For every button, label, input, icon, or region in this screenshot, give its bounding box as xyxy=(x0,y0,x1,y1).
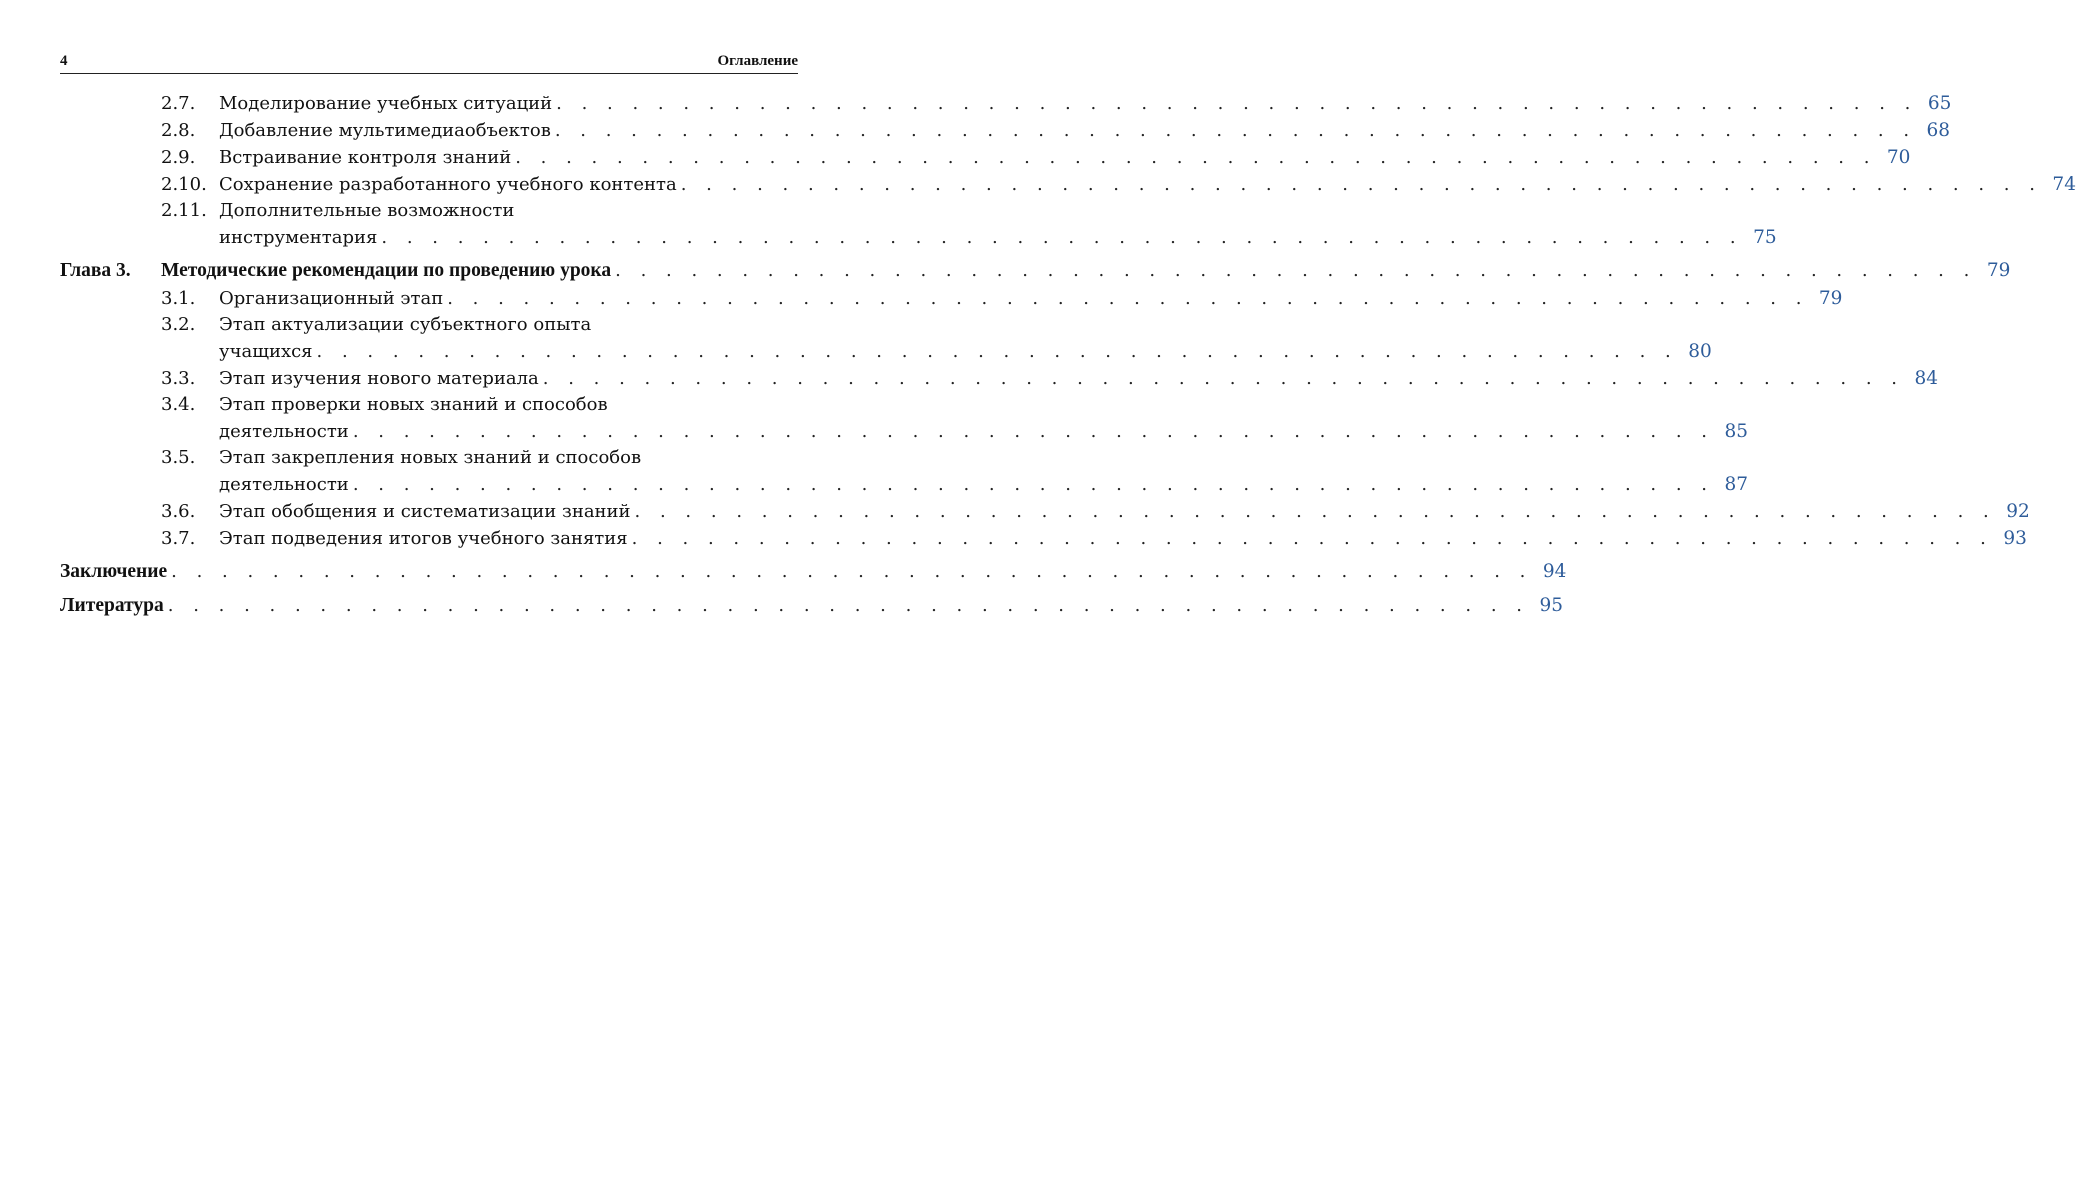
toc-entry-3-2-line2[interactable] xyxy=(60,338,1712,365)
section-title: Дополнительные возможности xyxy=(219,200,515,221)
toc-entry-2-8[interactable] xyxy=(60,117,1951,144)
section-title-continued: деятельности xyxy=(219,471,353,498)
toc-entry-3-4-line1[interactable] xyxy=(60,392,798,418)
section-number: 2.11. xyxy=(161,200,207,221)
toc-entry-3-7[interactable] xyxy=(60,525,2027,552)
page-link[interactable]: 95 xyxy=(1539,595,1563,616)
page-link[interactable]: 87 xyxy=(1724,474,1749,495)
toc-entry-3-5-line2[interactable] xyxy=(60,471,1749,498)
leader-dots: . . . . . . . . . . . . . . . . . . . . . . . . . . . . . . . . . . . . . . . . . . . . . . . . . . . . . . xyxy=(680,174,2042,195)
leader-dots: . . . . . . . . . . . . . . . . . . . . . . . . . . . . . . . . . . . . . . . . . . . . . . . . . . . . . . xyxy=(316,341,1678,362)
page-link[interactable]: 79 xyxy=(1986,260,2011,281)
toc-entry-2-11-line2[interactable] xyxy=(60,224,1777,251)
leader-dots: . . . . . . . . . . . . . . . . . . . . . . . . . . . . . . . . . . . . . . . . . . . . . . . . . . . . . . xyxy=(634,501,1996,522)
chapter-title: Методические рекомендации по проведению урока xyxy=(161,257,615,285)
section-number: 3.2. xyxy=(161,314,196,335)
conclusion-title: Заключение xyxy=(60,558,171,586)
toc-entry-3-1[interactable] xyxy=(60,285,1843,312)
page-number: 4 xyxy=(60,53,68,69)
section-title-continued: учащихся xyxy=(219,338,317,365)
page-link[interactable]: 92 xyxy=(2006,501,2030,522)
toc-entry-3-5-line1[interactable] xyxy=(60,445,798,471)
toc-entry-3-2-line1[interactable] xyxy=(60,312,798,338)
toc-entry-2-7[interactable] xyxy=(60,90,1952,117)
leader-dots: . . . . . . . . . . . . . . . . . . . . . . . . . . . . . . . . . . . . . . . . . . . . . . . . . . . . . . xyxy=(352,474,1715,495)
section-title: Организационный этап xyxy=(219,285,447,312)
section-title: Этап изучения нового материала xyxy=(219,365,543,392)
page-link[interactable]: 93 xyxy=(2003,528,2027,549)
toc-entry-2-10[interactable] xyxy=(60,171,2076,198)
chapter-number: Глава 3. xyxy=(60,260,131,281)
section-title: Моделирование учебных ситуаций xyxy=(219,90,556,117)
page-link[interactable]: 74 xyxy=(2052,174,2076,195)
section-title: Этап подведения итогов учебного занятия xyxy=(219,525,632,552)
page-link[interactable]: 68 xyxy=(1926,120,1951,141)
table-of-contents xyxy=(60,90,2076,620)
section-title: Этап проверки новых знаний и способов xyxy=(219,394,608,415)
leader-dots: . . . . . . . . . . . . . . . . . . . . . . . . . . . . . . . . . . . . . . . . . . . . . . . . . . . . . . xyxy=(352,421,1715,442)
leader-dots: . . . . . . . . . . . . . . . . . . . . . . . . . . . . . . . . . . . . . . . . . . . . . . . . . . . . . . xyxy=(171,561,1533,582)
section-title: Добавление мультимедиаобъектов xyxy=(219,117,555,144)
section-title: Этап закрепления новых знаний и способов xyxy=(219,447,642,468)
toc-entry-2-9[interactable] xyxy=(60,144,1911,171)
section-number: 3.5. xyxy=(161,447,196,468)
toc-entry-3-6[interactable] xyxy=(60,498,2030,525)
page-link[interactable]: 85 xyxy=(1724,421,1749,442)
section-number: 3.3. xyxy=(161,368,196,389)
leader-dots: . . . . . . . . . . . . . . . . . . . . . . . . . . . . . . . . . . . . . . . . . . . . . . . . . . . . . . xyxy=(381,227,1743,248)
section-title-continued: деятельности xyxy=(219,418,353,445)
leader-dots: . . . . . . . . . . . . . . . . . . . . . . . . . . . . . . . . . . . . . . . . . . . . . . . . . . . . . . xyxy=(615,260,1977,281)
page-link[interactable]: 84 xyxy=(1914,368,1938,389)
section-number: 2.10. xyxy=(161,174,207,195)
section-title: Этап обобщения и систематизации знаний xyxy=(219,498,635,525)
page-link[interactable]: 70 xyxy=(1886,147,1911,168)
section-number: 2.9. xyxy=(161,147,196,168)
running-title: Оглавление xyxy=(717,53,798,69)
leader-dots: . . . . . . . . . . . . . . . . . . . . . . . . . . . . . . . . . . . . . . . . . . . . . . . . . . . . . . xyxy=(556,93,1918,114)
leader-dots: . . . . . . . . . . . . . . . . . . . . . . . . . . . . . . . . . . . . . . . . . . . . . . . . . . . . . . xyxy=(515,147,1877,168)
literature-title: Литература xyxy=(60,592,168,620)
section-title: Сохранение разработанного учебного контента xyxy=(219,171,681,198)
section-number: 3.1. xyxy=(161,288,196,309)
leader-dots: . . . . . . . . . . . . . . . . . . . . . . . . . . . . . . . . . . . . . . . . . . . . . . . . . . . . . . xyxy=(447,288,1809,309)
section-number: 3.7. xyxy=(161,528,196,549)
running-header xyxy=(60,51,798,74)
page-link[interactable]: 80 xyxy=(1688,341,1712,362)
leader-dots: . . . . . . . . . . . . . . . . . . . . . . . . . . . . . . . . . . . . . . . . . . . . . . . . . . . . . . xyxy=(167,595,1529,616)
section-title-continued: инструментария xyxy=(219,224,381,251)
leader-dots: . . . . . . . . . . . . . . . . . . . . . . . . . . . . . . . . . . . . . . . . . . . . . . . . . . . . . . xyxy=(631,528,1993,549)
section-number: 2.8. xyxy=(161,120,196,141)
leader-dots: . . . . . . . . . . . . . . . . . . . . . . . . . . . . . . . . . . . . . . . . . . . . . . . . . . . . . . xyxy=(554,120,1917,141)
page-link[interactable]: 79 xyxy=(1818,288,1843,309)
toc-entry-conclusion[interactable] xyxy=(60,558,1567,586)
section-title: Встраивание контроля знаний xyxy=(219,144,515,171)
toc-entry-literature[interactable] xyxy=(60,592,1563,620)
page-link[interactable]: 65 xyxy=(1927,93,1952,114)
toc-entry-2-11-line1[interactable] xyxy=(60,198,798,224)
toc-entry-3-3[interactable] xyxy=(60,365,1938,392)
page-link[interactable]: 75 xyxy=(1753,227,1777,248)
toc-entry-3-4-line2[interactable] xyxy=(60,418,1749,445)
section-number: 3.6. xyxy=(161,501,196,522)
page-link[interactable]: 94 xyxy=(1542,561,1567,582)
section-number: 3.4. xyxy=(161,394,196,415)
leader-dots: . . . . . . . . . . . . . . . . . . . . . . . . . . . . . . . . . . . . . . . . . . . . . . . . . . . . . . xyxy=(542,368,1904,389)
section-number: 2.7. xyxy=(161,93,196,114)
section-title: Этап актуализации субъектного опыта xyxy=(219,314,592,335)
toc-entry-chapter-3[interactable] xyxy=(60,257,2011,285)
